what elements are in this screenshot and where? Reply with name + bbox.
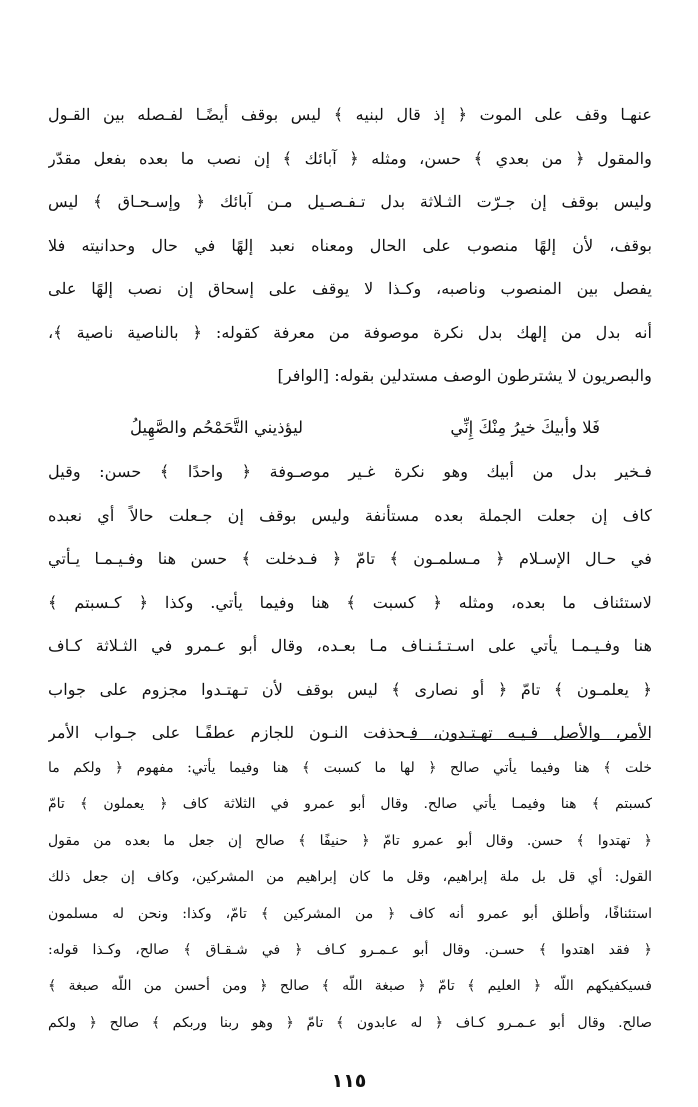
text-line: في حـال الإسـلام ﴿ مـسلمـون ﴾ تامّ ﴿ فـدخلت ﴾ حسن هنا وفـيـمـا يـأتي	[48, 549, 652, 568]
text-line: هنا وفـيـمـا يأتي على اسـتـئـنـاف مـا بعـده، وقال أبو عـمرو في الثـلاثة كـاف	[48, 636, 652, 655]
main-text-block-1	[48, 93, 652, 398]
text-line: وليس بوقف إن جـرّت الثـلاثة بدل تـفـصـيل مـن آبائك ﴿ وإسـحـاق ﴾ ليس	[48, 192, 652, 211]
text-line: بوقف، لأن إلهًا منصوب على الحال ومعناه نعبد إلهًا في حال وحدانيته فلا	[48, 235, 652, 255]
verse-first-hemistich: فَلا وأبيكَ خيرُ مِنْكَ إِنِّي	[450, 418, 600, 437]
verse-second-hemistich: ليؤذيني التَّحَمْحُم والصَّهِيلُ	[130, 418, 304, 437]
text-line: عنهـا وقف على الموت ﴿ إذ قال لبنيه ﴾ ليس بوقف أيضًـا لفـصله بين القـول	[48, 105, 652, 124]
text-line: فـخير بدل من أبيك وهو نكرة غـير موصـوفة ﴿ واحدًا ﴾ حسن: وقيل	[48, 462, 652, 481]
footnote-line: ﴿ تهتدوا ﴾ حسن. وقال أبو عمرو تامّ ﴿ حنيفًا ﴾ صالح إن جعل ما بعده من مقول	[48, 832, 652, 849]
footnote-line: استئنافًا، وأطلق أبو عمرو أنه كاف ﴿ من المشركين ﴾ تامّ، وكذا: ونحن له مسلمون	[48, 905, 652, 922]
text-line: والبصريون لا يشترطون الوصف مستدلين بقوله: [الوافر]	[277, 366, 652, 385]
footnote-separator	[410, 739, 650, 740]
footnote-line: القول: أي قل بل ملة إبراهيم، وقل ما كان إبراهيم من المشركين، وكاف إن جعل ذلك	[48, 869, 652, 886]
footnote-line: فسيكفيكهم اللّه ﴿ العليم ﴾ تامّ ﴿ صبغة اللّه ﴾ صالح ﴿ ومن أحسن من اللّه صبغة ﴾	[48, 978, 652, 995]
poetry-verse	[130, 408, 600, 448]
footnotes-block	[48, 750, 652, 1041]
text-line: ﴿ يعلمـون ﴾ تامّ ﴿ أو نصارى ﴾ ليس بوقف لأن تـهتـدوا مجزوم على جواب	[48, 679, 652, 699]
footnote-line: كسبتم ﴾ هنا وفيمـا يأتي صالح. وقال أبو عمرو في الثلاثة كاف ﴿ يعملون ﴾ تامّ	[48, 796, 652, 813]
text-line: والمقول ﴿ من بعدي ﴾ حسن، ومثله ﴿ آبائك ﴾ إن نصب ما بعده بفعل مقدّر	[48, 148, 652, 168]
text-line: الأمر، والأصل فـيـه تهـتـدون، فـحذفت النـون للجازم عطفًـا على جـواب الأمر	[48, 723, 652, 742]
text-line: أنه بدل من إلهك بدل نكرة موصوفة من معرفة كقوله: ﴿ بالناصية ناصية ﴾،	[48, 322, 652, 342]
footnote-line: صالح. وقال أبو عـمـرو كـاف ﴿ له عابدون ﴾ تامّ ﴿ وهو ربنا وربكم ﴾ صالح ﴿ ولكم	[48, 1014, 652, 1031]
footnote-line: خلت ﴾ هنا وفيما يأتي صالح ﴿ لها ما كسبت ﴾ هنا وفيما يأتي: مفهوم ﴿ ولكم ما	[48, 760, 652, 776]
text-line: كاف إن جعلت الجملة بعده مستأنفة وليس بوقف إن جـعلت حالاً أي نعبده	[48, 505, 652, 525]
page-number: ١١٥	[331, 1070, 367, 1092]
footnote-line: ﴿ فقد اهتدوا ﴾ حسـن. وقال أبو عـمـرو كـاف ﴿ في شـقـاق ﴾ صالح، وكـذا قوله:	[48, 941, 652, 958]
text-line: يفصل بين المنصوب وناصبه، وكـذا لا يوقف على إسحاق إن نصب إلهًا على	[48, 279, 652, 298]
text-line: لاستئناف ما بعده، ومثله ﴿ كسبت ﴾ هنا وفيما يأتي. وكذا ﴿ كـسبتم ﴾	[48, 592, 652, 612]
main-text-block-2	[48, 450, 652, 755]
